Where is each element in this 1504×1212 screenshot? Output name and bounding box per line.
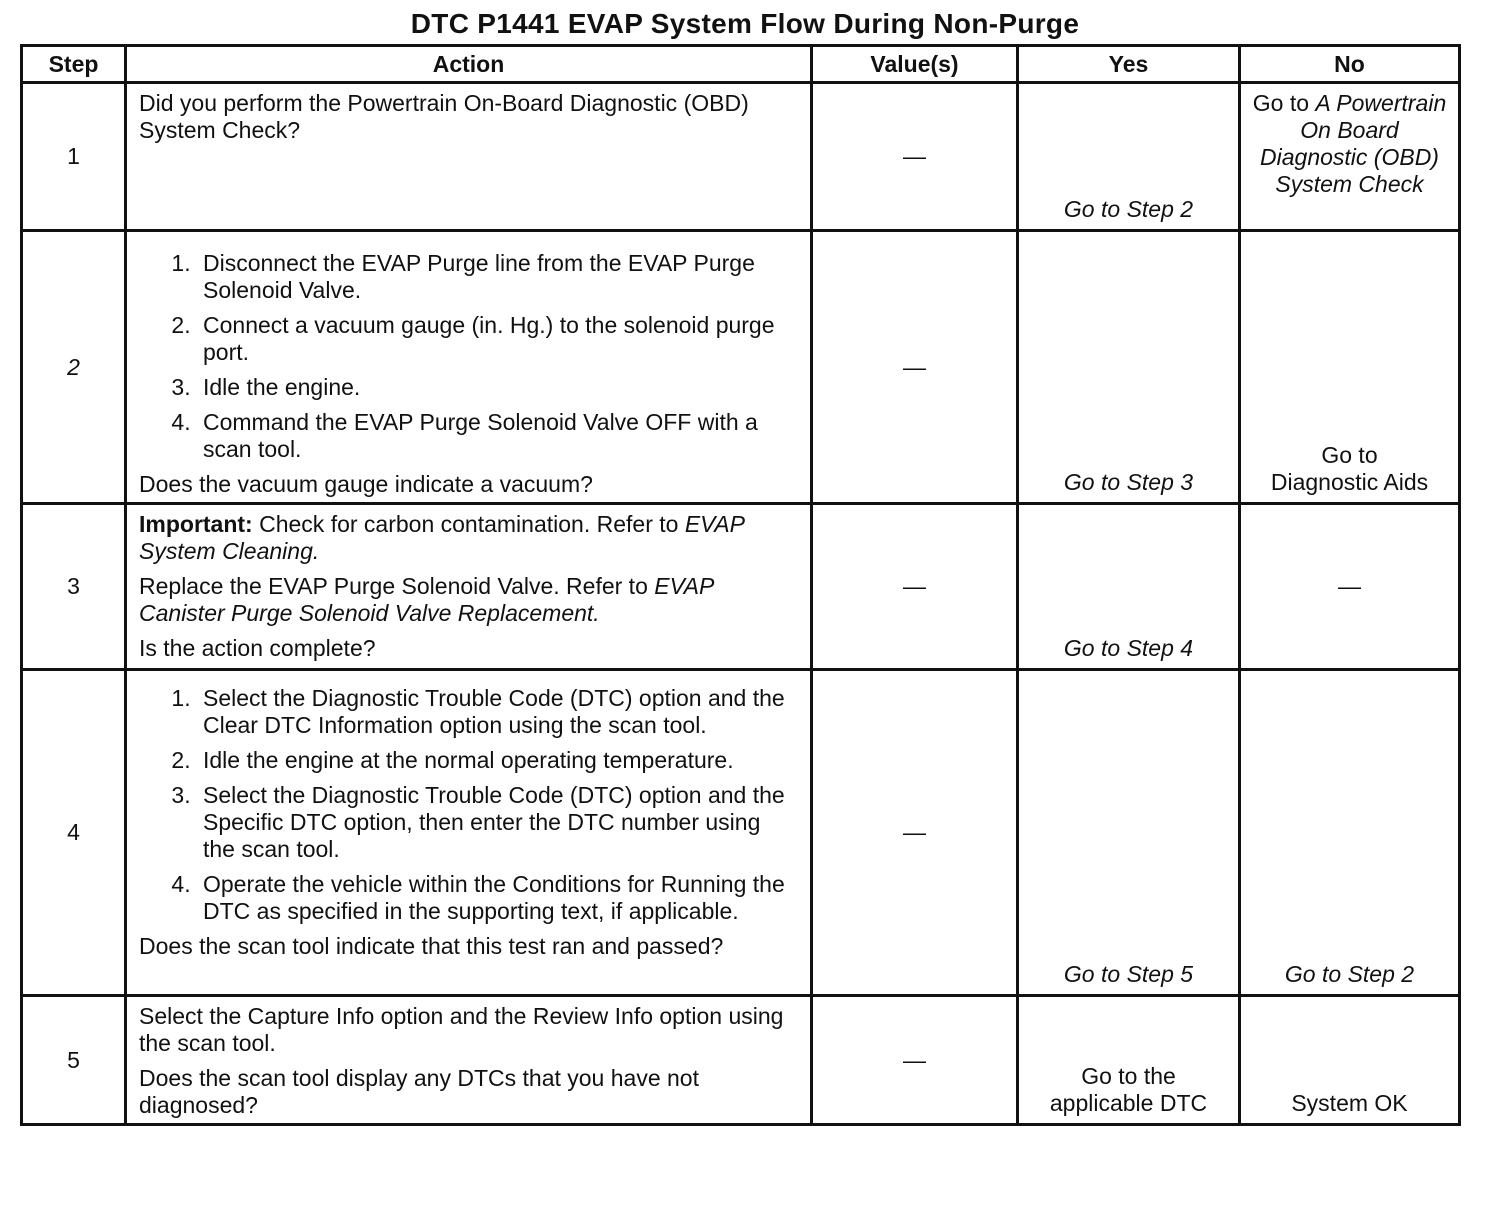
action-question: Does the vacuum gauge indicate a vacuum? xyxy=(139,471,593,497)
table-row xyxy=(22,504,1460,670)
header-action: Action xyxy=(126,46,812,83)
value-cell: — xyxy=(812,231,1018,504)
yes-cell: Go to Step 3 xyxy=(1018,231,1240,504)
action-step-item: 1. Select the Diagnostic Trouble Code (DTC) option and the Clear DTC Information option using the scan tool. xyxy=(197,685,798,739)
action-step-item: 3. Idle the engine. xyxy=(197,374,798,401)
yes-cell: Go to Step 4 xyxy=(1018,504,1240,670)
page-title: DTC P1441 EVAP System Flow During Non-Purge xyxy=(410,8,1080,39)
header-no: No xyxy=(1240,46,1460,83)
step-number: 4 xyxy=(22,670,126,996)
value-cell: — xyxy=(812,670,1018,996)
step-number: 5 xyxy=(22,996,126,1125)
table-row xyxy=(22,670,1460,996)
no-reference: A Powertrain On Board Diagnostic (OBD) System Check xyxy=(1260,90,1447,197)
yes-cell: Go to Step 2 xyxy=(1018,83,1240,231)
table-row xyxy=(22,231,1460,504)
replace-text: Replace the EVAP Purge Solenoid Valve. Refer to xyxy=(139,573,655,599)
table-row xyxy=(22,996,1460,1125)
action-cell xyxy=(126,996,812,1125)
step-number: 3 xyxy=(22,504,126,670)
header-row xyxy=(22,46,1460,83)
header-values: Value(s) xyxy=(812,46,1018,83)
no-cell: — xyxy=(1240,504,1460,670)
no-prefix: Go to xyxy=(1252,90,1316,116)
action-steps-list xyxy=(139,685,798,925)
action-question: Is the action complete? xyxy=(139,635,376,661)
yes-line: applicable DTC xyxy=(1049,1090,1208,1116)
no-line: Diagnostic Aids xyxy=(1270,469,1429,495)
replace-instruction xyxy=(139,573,798,627)
action-question: Does the scan tool indicate that this test ran and passed? xyxy=(139,933,724,959)
action-question: Does the scan tool display any DTCs that you have not diagnosed? xyxy=(139,1065,699,1118)
action-step-item: 4. Operate the vehicle within the Conditions for Running the DTC as specified in the supporting text, if applicable. xyxy=(197,871,798,925)
no-cell xyxy=(1240,231,1460,504)
no-line: Go to xyxy=(1321,442,1378,468)
action-cell xyxy=(126,504,812,670)
important-label: Important: xyxy=(139,511,253,537)
action-steps-list xyxy=(139,250,798,463)
action-cell xyxy=(126,231,812,504)
header-yes: Yes xyxy=(1018,46,1240,83)
table-row xyxy=(22,83,1460,231)
action-cell xyxy=(126,83,812,231)
diagnostic-table xyxy=(20,44,1461,1126)
action-step-item: 1. Disconnect the EVAP Purge line from the EVAP Purge Solenoid Valve. xyxy=(197,250,798,304)
yes-cell: Go to Step 5 xyxy=(1018,670,1240,996)
action-step-item: 3. Select the Diagnostic Trouble Code (DTC) option and the Specific DTC option, then enter the DTC number using the scan tool. xyxy=(197,782,798,863)
value-cell: — xyxy=(812,83,1018,231)
header-step: Step xyxy=(22,46,126,83)
important-note xyxy=(139,511,798,565)
important-reference: EVAP System Cleaning. xyxy=(139,511,745,564)
no-cell: Go to Step 2 xyxy=(1240,670,1460,996)
yes-cell xyxy=(1018,996,1240,1125)
action-instruction: Select the Capture Info option and the Review Info option using the scan tool. xyxy=(139,1003,784,1056)
important-text: Check for carbon contamination. Refer to xyxy=(252,511,685,537)
action-step-item: 2. Connect a vacuum gauge (in. Hg.) to the solenoid purge port. xyxy=(197,312,798,366)
yes-line: Go to the xyxy=(1081,1063,1176,1089)
step-number: 2 xyxy=(22,231,126,504)
no-cell xyxy=(1240,83,1460,231)
action-step-item: 4. Command the EVAP Purge Solenoid Valve OFF with a scan tool. xyxy=(197,409,798,463)
action-step-item: 2. Idle the engine at the normal operating temperature. xyxy=(197,747,798,774)
replace-reference: EVAP Canister Purge Solenoid Valve Replacement. xyxy=(139,573,714,626)
value-cell: — xyxy=(812,504,1018,670)
step-number: 1 xyxy=(22,83,126,231)
no-cell: System OK xyxy=(1240,996,1460,1125)
action-cell xyxy=(126,670,812,996)
action-question: Did you perform the Powertrain On-Board Diagnostic (OBD) System Check? xyxy=(139,90,749,143)
value-cell: — xyxy=(812,996,1018,1125)
